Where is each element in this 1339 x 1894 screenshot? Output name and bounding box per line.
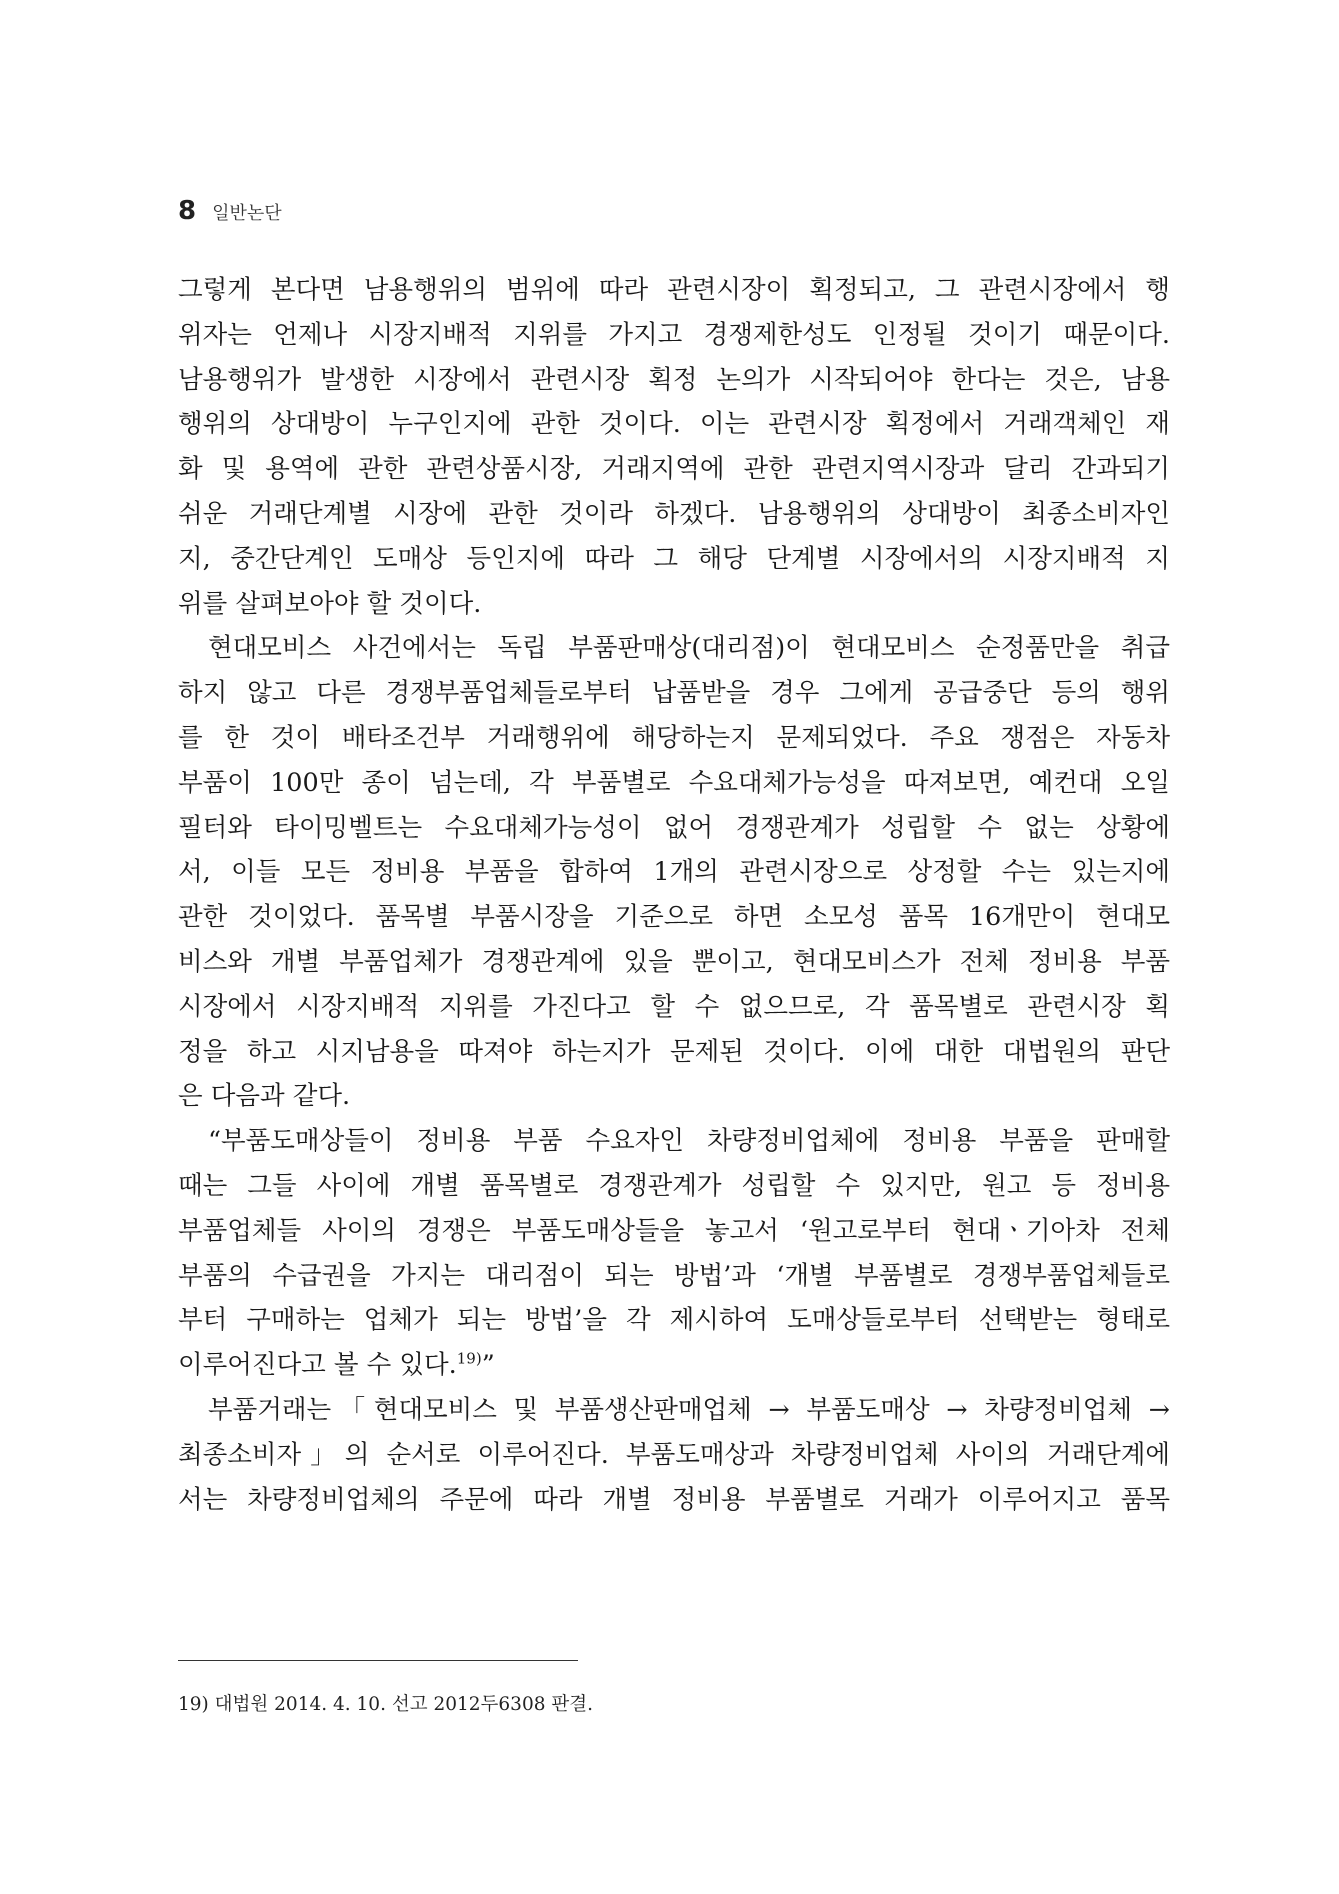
text-line: 은 다음과 같다. xyxy=(178,1081,351,1112)
page-header xyxy=(178,196,282,226)
text-line: 행위의 상대방이 누구인지에 관한 것이다. 이는 관련시장 획정에서 거래객체인 재 xyxy=(178,409,1170,440)
text-line: 지, 중간단계인 도매상 등인지에 따라 그 해당 단계별 시장에서의 시장지배적 지 xyxy=(178,543,1170,574)
paragraph-3-quotation xyxy=(178,1119,1170,1388)
text-line: 그렇게 본다면 남용행위의 범위에 따라 관련시장이 획정되고, 그 관련시장에서 행 xyxy=(178,275,1170,305)
paragraph-1 xyxy=(178,268,1170,626)
footnote-number: 19) xyxy=(178,1694,209,1715)
text-line: 위자는 언제나 시장지배적 지위를 가지고 경쟁제한성도 인정될 것이기 때문이다. xyxy=(178,319,1170,350)
footnote-ref-19[interactable]: 19) xyxy=(456,1349,482,1368)
text-line: 관한 것이었다. 품목별 부품시장을 기준으로 하면 소모성 품목 16개만이 현대모 xyxy=(178,902,1170,933)
text-line: 때는 그들 사이에 개별 품목별로 경쟁관계가 성립할 수 있지만, 원고 등 정비용 xyxy=(178,1170,1170,1201)
body-text xyxy=(178,268,1170,1522)
footnote-19 xyxy=(178,1690,593,1716)
text-line: 부품거래는「현대모비스 및 부품생산판매업체 → 부품도매상 → 차량정비업체 → xyxy=(208,1394,1170,1425)
text-line: 부품업체들 사이의 경쟁은 부품도매상들을 놓고서 ‘원고로부터 현대ㆍ기아차 전체 xyxy=(178,1215,1170,1246)
text-line: 부품이 100만 종이 넘는데, 각 부품별로 수요대체가능성을 따져보면, 예컨대 오일 xyxy=(178,767,1170,798)
text-line: 화 및 용역에 관한 관련상품시장, 거래지역에 관한 관련지역시장과 달리 간과되기 xyxy=(178,454,1170,485)
text-line: 쉬운 거래단계별 시장에 관한 것이라 하겠다. 남용행위의 상대방이 최종소비자인 xyxy=(178,498,1170,529)
text-line: 정을 하고 시지남용을 따져야 하는지가 문제된 것이다. 이에 대한 대법원의 판단 xyxy=(178,1036,1170,1067)
text-line: 시장에서 시장지배적 지위를 가진다고 할 수 없으므로, 각 품목별로 관련시장 획 xyxy=(178,991,1170,1022)
text-line xyxy=(178,1343,1170,1388)
text-line: 를 한 것이 배타조건부 거래행위에 해당하는지 문제되었다. 주요 쟁점은 자동차 xyxy=(178,722,1170,753)
text-line: 서는 차량정비업체의 주문에 따라 개별 정비용 부품별로 거래가 이루어지고 품목 xyxy=(178,1484,1170,1515)
paragraph-2 xyxy=(178,626,1170,1119)
text-line: 서, 이들 모든 정비용 부품을 합하여 1개의 관련시장으로 상정할 수는 있는지에 xyxy=(178,857,1170,888)
quotation-end-text: 이루어진다고 볼 수 있다. xyxy=(178,1350,457,1381)
text-line: 비스와 개별 부품업체가 경쟁관계에 있을 뿐이고, 현대모비스가 전체 정비용 부품 xyxy=(178,946,1170,977)
text-line: 최종소비자」의 순서로 이루어진다. 부품도매상과 차량정비업체 사이의 거래단계에 xyxy=(178,1439,1170,1470)
section-label: 일반논단 xyxy=(212,203,282,224)
footnote-text: 대법원 2014. 4. 10. 선고 2012두6308 판결. xyxy=(214,1694,593,1715)
text-line: 현대모비스 사건에서는 독립 부품판매상(대리점)이 현대모비스 순정품만을 취급 xyxy=(208,633,1170,664)
text-line: 위를 살펴보아야 할 것이다. xyxy=(178,588,482,619)
page-number: 8 xyxy=(178,196,197,226)
footnote-divider xyxy=(178,1660,578,1661)
paragraph-4 xyxy=(178,1388,1170,1522)
text-line: 부품의 수급권을 가지는 대리점이 되는 방법’과 ‘개별 부품별로 경쟁부품업체들로 xyxy=(178,1260,1170,1291)
text-line: “부품도매상들이 정비용 부품 수요자인 차량정비업체에 정비용 부품을 판매할 xyxy=(208,1126,1170,1157)
text-line: 남용행위가 발생한 시장에서 관련시장 획정 논의가 시작되어야 한다는 것은, 남용 xyxy=(178,364,1170,395)
text-line: 필터와 타이밍벨트는 수요대체가능성이 없어 경쟁관계가 성립할 수 없는 상황에 xyxy=(178,812,1170,843)
text-line: 부터 구매하는 업체가 되는 방법’을 각 제시하여 도매상들로부터 선택받는 형태로 xyxy=(178,1305,1170,1336)
text-line: 하지 않고 다른 경쟁부품업체들로부터 납품받을 경우 그에게 공급중단 등의 행위 xyxy=(178,678,1170,709)
closing-quote: ” xyxy=(481,1350,495,1381)
